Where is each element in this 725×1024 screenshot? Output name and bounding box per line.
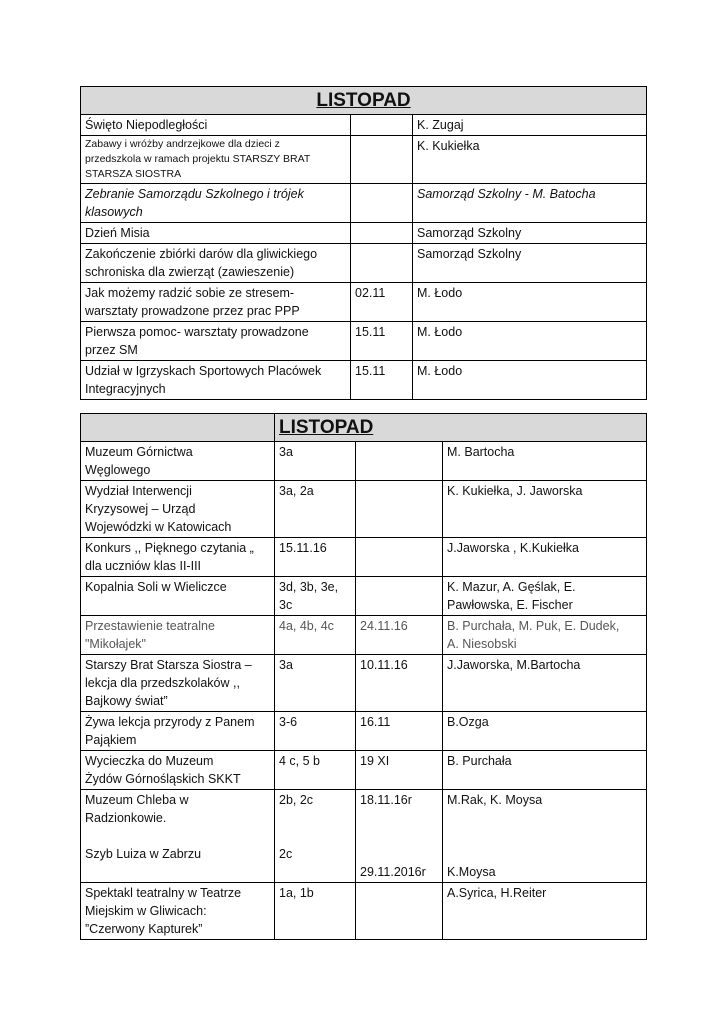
table-row xyxy=(81,322,647,361)
person-cell xyxy=(443,616,647,655)
table-row xyxy=(81,442,647,481)
person-text: M.Rak, K. Moysa xyxy=(447,793,543,807)
event-text: Wojewódzki w Katowicach xyxy=(85,520,232,534)
event-cell xyxy=(81,115,351,136)
date-text: 15.11 xyxy=(355,364,386,378)
date-cell xyxy=(351,115,413,136)
event-text: Spektakl teatralny w Teatrze xyxy=(85,886,242,900)
event-text: Żydów Górnośląskich SKKT xyxy=(85,772,241,786)
person-cell xyxy=(443,655,647,712)
date-cell xyxy=(356,712,443,751)
table-row xyxy=(81,538,647,577)
person-cell xyxy=(443,481,647,538)
person-cell xyxy=(443,442,647,481)
date-cell xyxy=(356,616,443,655)
event-text: przez SM xyxy=(85,343,138,357)
table-row xyxy=(81,115,647,136)
person-cell xyxy=(413,322,647,361)
event-text: Muzeum Górnictwa xyxy=(85,445,193,459)
spacer xyxy=(360,845,438,863)
event-cell xyxy=(81,712,275,751)
event-text: schroniska dla zwierząt (zawieszenie) xyxy=(85,265,295,279)
person-cell xyxy=(413,223,647,244)
person-text: Samorząd Szkolny xyxy=(417,226,522,240)
event-text: Kopalnia Soli w Wieliczce xyxy=(85,580,227,594)
date-text: 15.11 xyxy=(355,325,386,339)
class-text: 15.11.16 xyxy=(279,541,327,555)
person-text: K. Kukiełka xyxy=(417,139,480,153)
table-1-title-cell xyxy=(81,87,647,115)
person-cell xyxy=(413,115,647,136)
table-row xyxy=(81,283,647,322)
class-text: 4a, 4b, 4c xyxy=(279,619,334,633)
table-row xyxy=(81,481,647,538)
event-text: Radzionkowie. xyxy=(85,811,167,825)
event-text: Jak możemy radzić sobie ze stresem- xyxy=(85,286,295,300)
event-text: klasowych xyxy=(85,205,143,219)
person-cell xyxy=(443,790,647,883)
class-text: 3d, 3b, 3e, xyxy=(279,580,339,594)
class-cell xyxy=(275,538,356,577)
person-text: K.Moysa xyxy=(447,865,496,879)
event-text: warsztaty prowadzone przez prac PPP xyxy=(85,304,300,318)
table-row xyxy=(81,136,647,184)
table-row xyxy=(81,790,647,883)
class-cell xyxy=(275,442,356,481)
table-row xyxy=(81,751,647,790)
person-text: Samorząd Szkolny - M. Batocha xyxy=(417,187,596,201)
date-text: 02.11 xyxy=(355,286,386,300)
event-text: lekcja dla przedszkolaków ,, xyxy=(85,676,240,690)
table-row xyxy=(81,184,647,223)
event-text: Zabawy i wróżby andrzejkowe dla dzieci z xyxy=(85,138,280,150)
spacer xyxy=(360,827,438,845)
event-text: Przestawienie teatralne xyxy=(85,619,215,633)
person-text: B.Ozga xyxy=(447,715,489,729)
event-text: Miejskim w Gliwicach: xyxy=(85,904,207,918)
event-cell xyxy=(81,442,275,481)
table-2-title-cell xyxy=(275,414,647,442)
person-text: K. Mazur, A. Gęślak, E. xyxy=(447,580,576,594)
table-row xyxy=(81,244,647,283)
event-text: STARSZA SIOSTRA xyxy=(85,168,182,180)
table-2-header-row xyxy=(81,414,647,442)
event-text: Udział w Igrzyskach Sportowych Placówek xyxy=(85,364,322,378)
date-cell xyxy=(356,442,443,481)
event-text: Zebranie Samorządu Szkolnego i trójek xyxy=(85,187,304,201)
date-cell xyxy=(356,883,443,940)
spacer xyxy=(85,827,270,845)
table-1-header-row xyxy=(81,87,647,115)
event-text: Wycieczka do Muzeum xyxy=(85,754,214,768)
event-text: Starszy Brat Starsza Siostra – xyxy=(85,658,252,672)
table-2-header-blank xyxy=(81,414,275,442)
person-cell xyxy=(413,361,647,400)
event-text: "Mikołajek" xyxy=(85,637,146,651)
date-text: 18.11.16r xyxy=(360,793,412,807)
class-cell xyxy=(275,712,356,751)
person-cell xyxy=(443,883,647,940)
event-text: Pierwsza pomoc- warsztaty prowadzone xyxy=(85,325,309,339)
person-text: J.Jaworska , K.Kukiełka xyxy=(447,541,579,555)
table-2-title: LISTOPAD xyxy=(279,417,374,438)
person-cell xyxy=(443,538,647,577)
person-text: M. Łodo xyxy=(417,325,463,339)
event-text: Kryzysowej – Urząd xyxy=(85,502,196,516)
date-cell xyxy=(356,481,443,538)
date-cell xyxy=(351,184,413,223)
person-cell xyxy=(413,184,647,223)
person-text: M. Łodo xyxy=(417,364,463,378)
event-cell xyxy=(81,184,351,223)
table-row xyxy=(81,223,647,244)
person-text: K. Zugaj xyxy=(417,118,464,132)
event-cell xyxy=(81,538,275,577)
person-text: M. Bartocha xyxy=(447,445,515,459)
date-cell xyxy=(351,322,413,361)
date-cell xyxy=(356,790,443,883)
event-cell xyxy=(81,481,275,538)
class-cell xyxy=(275,751,356,790)
class-cell xyxy=(275,616,356,655)
class-text: 2c xyxy=(279,847,293,861)
person-cell xyxy=(413,283,647,322)
table-row xyxy=(81,361,647,400)
person-text: Pawłowska, E. Fischer xyxy=(447,598,573,612)
event-text: Muzeum Chleba w xyxy=(85,793,189,807)
class-text: 3a xyxy=(279,658,293,672)
class-text: 2b, 2c xyxy=(279,793,314,807)
event-cell xyxy=(81,322,351,361)
event-cell xyxy=(81,361,351,400)
event-text: Integracyjnych xyxy=(85,382,166,396)
table-row xyxy=(81,577,647,616)
date-cell xyxy=(351,361,413,400)
person-text: B. Purchała, M. Puk, E. Dudek, xyxy=(447,619,620,633)
class-cell xyxy=(275,655,356,712)
spacer xyxy=(279,827,351,845)
date-cell xyxy=(351,136,413,184)
date-cell xyxy=(356,655,443,712)
person-text: M. Łodo xyxy=(417,286,463,300)
event-text: Szyb Luiza w Zabrzu xyxy=(85,847,202,861)
event-cell xyxy=(81,136,351,184)
event-cell xyxy=(81,223,351,244)
event-text: Pająkiem xyxy=(85,733,137,747)
class-text: 1a, 1b xyxy=(279,886,314,900)
table-row xyxy=(81,712,647,751)
date-cell xyxy=(351,223,413,244)
event-text: dla uczniów klas II-III xyxy=(85,559,202,573)
spacer xyxy=(447,845,642,863)
date-text: 29.11.2016r xyxy=(360,865,426,879)
event-cell xyxy=(81,283,351,322)
person-cell xyxy=(413,244,647,283)
person-text: Samorząd Szkolny xyxy=(417,247,522,261)
class-cell xyxy=(275,883,356,940)
event-text: Zakończenie zbiórki darów dla gliwickiego xyxy=(85,247,318,261)
schedule-table-1 xyxy=(80,86,647,400)
date-cell xyxy=(356,751,443,790)
class-cell xyxy=(275,790,356,883)
spacer xyxy=(279,809,351,827)
class-text: 3a, 2a xyxy=(279,484,314,498)
date-cell xyxy=(351,283,413,322)
event-text: Żywa lekcja przyrody z Panem xyxy=(85,715,255,729)
event-text: Święto Niepodległości xyxy=(85,118,208,132)
table-1-title: LISTOPAD xyxy=(316,90,411,111)
table-row xyxy=(81,655,647,712)
date-text: 10.11.16 xyxy=(360,658,408,672)
date-text: 24.11.16 xyxy=(360,619,408,633)
event-cell xyxy=(81,751,275,790)
event-cell xyxy=(81,244,351,283)
table-row xyxy=(81,616,647,655)
event-text: Konkurs ,, Pięknego czytania „ xyxy=(85,541,254,555)
event-text: Wydział Interwencji xyxy=(85,484,192,498)
event-text: Bajkowy świat” xyxy=(85,694,168,708)
date-cell xyxy=(356,538,443,577)
person-text: J.Jaworska, M.Bartocha xyxy=(447,658,581,672)
date-cell xyxy=(356,577,443,616)
class-text: 3-6 xyxy=(279,715,298,729)
person-text: A. Niesobski xyxy=(447,637,517,651)
person-text: B. Purchała xyxy=(447,754,512,768)
spacer xyxy=(447,827,642,845)
person-cell xyxy=(443,712,647,751)
date-cell xyxy=(351,244,413,283)
event-cell xyxy=(81,883,275,940)
person-cell xyxy=(443,577,647,616)
event-text: Węglowego xyxy=(85,463,151,477)
spacer xyxy=(360,809,438,827)
schedule-table-2 xyxy=(80,413,647,940)
event-cell xyxy=(81,577,275,616)
table-row xyxy=(81,883,647,940)
event-text: ”Czerwony Kapturek” xyxy=(85,922,203,936)
class-text: 3a xyxy=(279,445,293,459)
person-cell xyxy=(443,751,647,790)
event-cell xyxy=(81,790,275,883)
class-text: 3c xyxy=(279,598,293,612)
date-text: 16.11 xyxy=(360,715,391,729)
event-cell xyxy=(81,655,275,712)
spacer xyxy=(447,809,642,827)
person-text: K. Kukiełka, J. Jaworska xyxy=(447,484,583,498)
event-text: Dzień Misia xyxy=(85,226,150,240)
class-cell xyxy=(275,481,356,538)
date-text: 19 XI xyxy=(360,754,390,768)
person-text: A.Syrica, H.Reiter xyxy=(447,886,547,900)
event-cell xyxy=(81,616,275,655)
person-cell xyxy=(413,136,647,184)
event-text: przedszkola w ramach projektu STARSZY BRAT xyxy=(85,153,311,165)
class-text: 4 c, 5 b xyxy=(279,754,320,768)
class-cell xyxy=(275,577,356,616)
